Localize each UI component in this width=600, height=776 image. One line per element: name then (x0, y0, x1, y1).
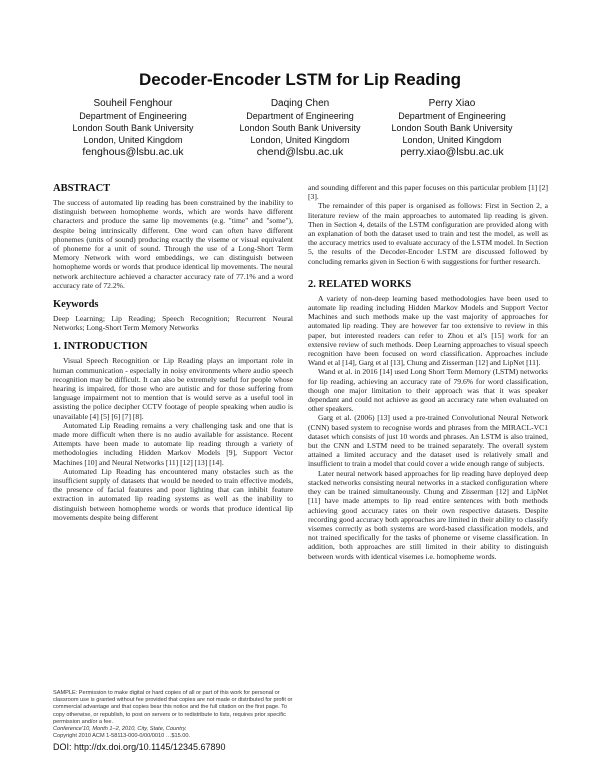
author-city: London, United Kingdom (402, 135, 502, 145)
abstract-text: The success of automated lip reading has been constrained by the inability to distinguish between homopheme words, which are words have different characters and produce the same lip movements (e.g. "time" and "some"), despite being intrinsically different. One word can often have different phonemes (units of sound) producing exactly the viseme or visual equivalent of phoneme for a unit of sound. Through the use of a Long-Short Term Memory Network with word embeddings, we can distinguish between homopheme words or words that produce identical lip movements. The neural network architecture achieved a character accuracy rate of 77.1% and a word accuracy rate of 72.2%. (53, 198, 293, 290)
author-block-3 (367, 97, 537, 159)
introduction-paragraph: Visual Speech Recognition or Lip Reading plays an important role in human communication - especially in noisy environments where audio speech recognition may be difficult. It can also be extremely useful for people whose hearing is impaired, for those who are autistic and for those suffering from language impairment not to mention that is would serve as a useful tool in assisting the police decipher CCTV footage of people speaking when audio is unavailable [4] [5] [6] [7] [8]. (53, 356, 293, 421)
author-university: London South Bank University (391, 123, 513, 133)
introduction-paragraph: Automated Lip Reading remains a very challenging task and one that is made more difficult when there is no audio available for assistance. Recent Attempts have been made to automate lip reading through a variety of methodologies including Hidden Markov Models [9], Support Vector Machines [10] and Neural Networks [11] [12] [13] [14]. (53, 420, 293, 467)
related-works-paragraph: Garg et al. (2006) [13] used a pre-trained Convolutional Neural Network (CNN) based system to recognise words and phrases from the MIRACL-VC1 dataset which consists of just 10 words and phrases. An LSTM is also trained, but the CNN and LSTM need to be trained separately. The overall system attained a limited accuracy and the dataset used is relatively small and insufficient to train a model that could cover a wide enough range of subjects. (308, 413, 548, 469)
right-column (308, 183, 548, 561)
author-email[interactable]: perry.xiao@lsbu.ac.uk (400, 146, 504, 158)
doi-line (53, 742, 293, 753)
copyright-line: Copyright 2010 ACM 1-58113-000-0/00/0010 …$15.00. (53, 733, 191, 740)
related-works-paragraph: Wand et al. in 2016 [14] used Long Short Term Memory (LSTM) networks for lip reading, achieving an accuracy rate of 79.6% for word classification, though one major limitation to their approach was that it was speaker dependant and could not achieve as good an accuracy rate when evaluated on other speakers. (308, 367, 548, 414)
author-city: London, United Kingdom (250, 135, 350, 145)
paper-title: Decoder-Encoder LSTM for Lip Reading (138, 70, 462, 89)
keywords-heading: Keywords (53, 299, 99, 311)
author-university: London South Bank University (72, 123, 194, 133)
author-email[interactable]: chend@lsbu.ac.uk (256, 146, 344, 158)
author-block-1 (48, 97, 218, 159)
copyright-footnote (53, 690, 293, 753)
related-works-paragraph: A variety of non-deep learning based methodologies have been used to automate lip reading including Hidden Markov Models and Support Vector Machines and such methods make up the vast majority of approaches for automated lip reading. They are however far too extensive to review in this paper, but interested readers can refer to Zhou et al's [15] work for an extensive review of such methods. Deep Learning approaches to visual speech recognition have been focused on word classification. Approaches include Wand et al [14], Garg et al [13], Chung and Zisserman [12] and LipNet [11]. (308, 293, 548, 368)
author-department: Department of Engineering (79, 111, 187, 121)
related-works-paragraph: Later neural network based approaches for lip reading have deployed deep stacked networks consisting neural networks in a stacked configuration where they can be trained simultaneously. Chung and Zisserman [12] and LipNet [11] have made attempts to lip read entire sentences with both methods achieving good accuracy rates on their own respective datasets. Despite recording good accuracy both approaches are limited in their ability to classify visemes correctly as both systems are word-based classification models, and not trained specifically for the tasks of phoneme or viseme classification. In addition, both approaches are still limited in their ability to distinguish between words with identical visemes i.e. homopheme words. (308, 468, 548, 561)
abstract-heading: ABSTRACT (53, 183, 111, 194)
keywords-text: Deep Learning; Lip Reading; Speech Recognition; Recurrent Neural Networks; Long-Short Term Memory Networks (53, 314, 293, 333)
doi-link[interactable]: http://dx.doi.org/10.1145/12345.67890 (74, 742, 226, 753)
author-block-2 (215, 97, 385, 159)
introduction-paragraph: Automated Lip Reading has encountered many obstacles such as the insufficient supply of datasets that would be needed to train effective models, the presence of facial features and poor lighting that can inhibit feature extraction in automated lip reading systems as well as the inability to distinguish between homopheme words or words that produce identical lip movements despite being different (53, 466, 293, 522)
author-city: London, United Kingdom (83, 135, 183, 145)
permission-notice: SAMPLE: Permission to make digital or hard copies of all or part of this work for personal or classroom use is granted without fee provided that copies are not made or distributed for profit or commercial advantage and that copies bear this notice and the full citation on the first page. To copy otherwise, or republish, to post on servers or to redistribute to lists, requires prior specific permission and/or a fee. (53, 690, 293, 725)
author-name: Souheil Fenghour (93, 98, 173, 109)
author-email[interactable]: fenghous@lsbu.ac.uk (82, 146, 184, 158)
author-department: Department of Engineering (398, 111, 506, 121)
author-name: Perry Xiao (428, 98, 476, 109)
author-department: Department of Engineering (246, 111, 354, 121)
left-column (53, 183, 293, 522)
conference-info: Conference'10, Month 1–2, 2010, City, State, Country. (53, 726, 187, 733)
related-works-heading: 2. RELATED WORKS (308, 278, 412, 290)
doi-label: DOI: (53, 742, 72, 753)
author-name: Daqing Chen (270, 98, 330, 109)
introduction-heading: 1. INTRODUCTION (53, 341, 148, 353)
author-university: London South Bank University (239, 123, 361, 133)
introduction-paragraph: The remainder of this paper is organised as follows: First in Section 2, a literature review of the main approaches to automated lip reading is given. Then in Section 4, details of the LSTM configuration are provided along with an explanation of both the dataset used to train and test the model, as well as the accuracy metrics used to evaluate accuracy of the LSTM model. In Section 5, the results of the Decoder-Encoder LSTM are discussed followed by concluding remarks given in Section 6 with suggestions for further research. (308, 201, 548, 266)
introduction-continuation: and sounding different and this paper focuses on this particular problem [1] [2] [3]. (308, 183, 548, 202)
